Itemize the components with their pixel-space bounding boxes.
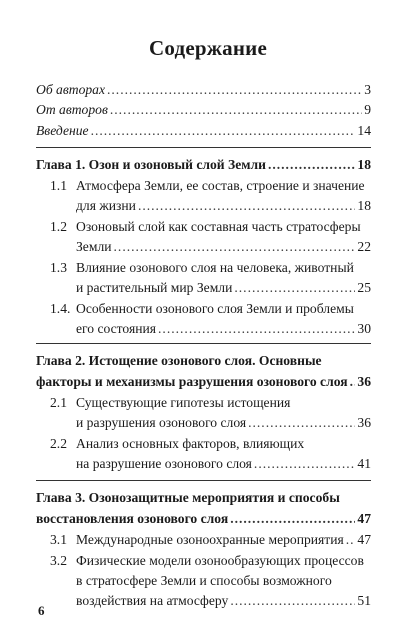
toc-chapter-1 — [36, 155, 371, 175]
toc-section-2-2 — [50, 434, 371, 454]
entry-text: Об авторах — [36, 82, 105, 97]
chapter-page: 36 — [357, 374, 371, 389]
toc-section-1-1-cont — [76, 196, 371, 216]
section-text: воздействия на атмосферу — [76, 593, 229, 608]
chapter-page: 18 — [357, 157, 371, 172]
section-text: в стратосфере Земли и способы возможного — [76, 573, 332, 588]
section-text: на разрушение озонового слоя — [76, 456, 252, 471]
toc-chapter-2 — [36, 351, 371, 371]
leader-dots — [114, 237, 356, 257]
page-title: Содержание — [149, 36, 267, 60]
entry-page: 14 — [357, 123, 371, 138]
chapter-title: Глава 2. Истощение озонового слоя. Основные — [36, 353, 322, 368]
section-page: 30 — [357, 321, 371, 336]
leader-dots — [350, 372, 356, 392]
section-page: 47 — [357, 532, 371, 547]
section-number: 3.1 — [50, 532, 67, 547]
leader-dots — [138, 196, 355, 216]
section-text: Озоновый слой как составная часть стратосферы — [76, 219, 361, 234]
leader-dots — [107, 80, 362, 100]
divider — [36, 147, 371, 148]
toc-section-1-4-cont — [76, 319, 371, 339]
toc-section-2-2-cont — [76, 454, 371, 474]
section-number: 1.1 — [50, 178, 67, 193]
section-text: Физические модели озонообразующих процессов — [76, 553, 364, 568]
section-text: Земли — [76, 239, 112, 254]
leader-dots — [268, 155, 355, 175]
toc-entry-about-authors — [36, 80, 371, 100]
toc-section-3-2-cont — [76, 571, 371, 591]
toc-section-1-1 — [50, 176, 371, 196]
section-page: 36 — [357, 415, 371, 430]
toc-section-3-2 — [50, 551, 371, 571]
section-page: 25 — [357, 280, 371, 295]
chapter-title: Глава 1. Озон и озоновый слой Земли — [36, 157, 266, 172]
leader-dots — [110, 100, 362, 120]
leader-dots — [158, 319, 355, 339]
section-text: Международные озоноохранные мероприятия — [76, 532, 344, 547]
chapter-title: восстановления озонового слоя — [36, 511, 229, 526]
section-page: 41 — [357, 456, 371, 471]
toc-chapter-3 — [36, 488, 371, 508]
section-number: 2.2 — [50, 436, 67, 451]
section-page: 18 — [357, 198, 371, 213]
section-text: Анализ основных факторов, влияющих — [76, 436, 305, 451]
leader-dots — [234, 278, 355, 298]
entry-page: 3 — [364, 82, 371, 97]
toc-section-1-2-cont — [76, 237, 371, 257]
section-number: 2.1 — [50, 395, 67, 410]
toc-section-1-4 — [50, 299, 371, 319]
section-number: 1.2 — [50, 219, 67, 234]
toc-section-3-2-cont2 — [76, 591, 371, 611]
section-page: 22 — [357, 239, 371, 254]
toc-section-1-3 — [50, 258, 371, 278]
chapter-page: 47 — [357, 511, 371, 526]
section-number: 1.3 — [50, 260, 67, 275]
toc-section-2-1-cont — [76, 413, 371, 433]
divider — [36, 343, 371, 344]
entry-text: Введение — [36, 123, 89, 138]
chapter-title: Глава 3. Озонозащитные мероприятия и способы — [36, 490, 340, 505]
entry-page: 9 — [364, 102, 371, 117]
section-number: 3.2 — [50, 553, 67, 568]
toc-chapter-3-cont — [36, 509, 371, 529]
toc-section-1-2 — [50, 217, 371, 237]
entry-text: От авторов — [36, 102, 108, 117]
section-number: 1.4. — [50, 301, 71, 316]
section-text: и разрушения озонового слоя — [76, 415, 247, 430]
section-text: для жизни — [76, 198, 136, 213]
leader-dots — [254, 454, 355, 474]
toc-chapter-2-cont — [36, 372, 371, 392]
toc-entry-from-authors — [36, 100, 371, 120]
section-text: Влияние озонового слоя на человека, животный — [76, 260, 354, 275]
section-page: 51 — [357, 593, 371, 608]
leader-dots — [346, 530, 356, 550]
divider — [36, 480, 371, 481]
section-text: его состояния — [76, 321, 157, 336]
toc-section-1-3-cont — [76, 278, 371, 298]
leader-dots — [230, 509, 355, 529]
leader-dots — [91, 121, 356, 141]
section-text: Особенности озонового слоя Земли и проблемы — [76, 301, 354, 316]
toc-section-2-1 — [50, 393, 371, 413]
chapter-title: факторы и механизмы разрушения озонового слоя — [36, 374, 348, 389]
page-number: 6 — [38, 603, 45, 618]
leader-dots — [230, 591, 355, 611]
section-text: Существующие гипотезы истощения — [76, 395, 291, 410]
leader-dots — [248, 413, 355, 433]
toc-section-3-1 — [50, 530, 371, 550]
toc-entry-introduction — [36, 121, 371, 141]
section-text: Атмосфера Земли, ее состав, строение и значение — [76, 178, 365, 193]
section-text: и растительный мир Земли — [76, 280, 233, 295]
